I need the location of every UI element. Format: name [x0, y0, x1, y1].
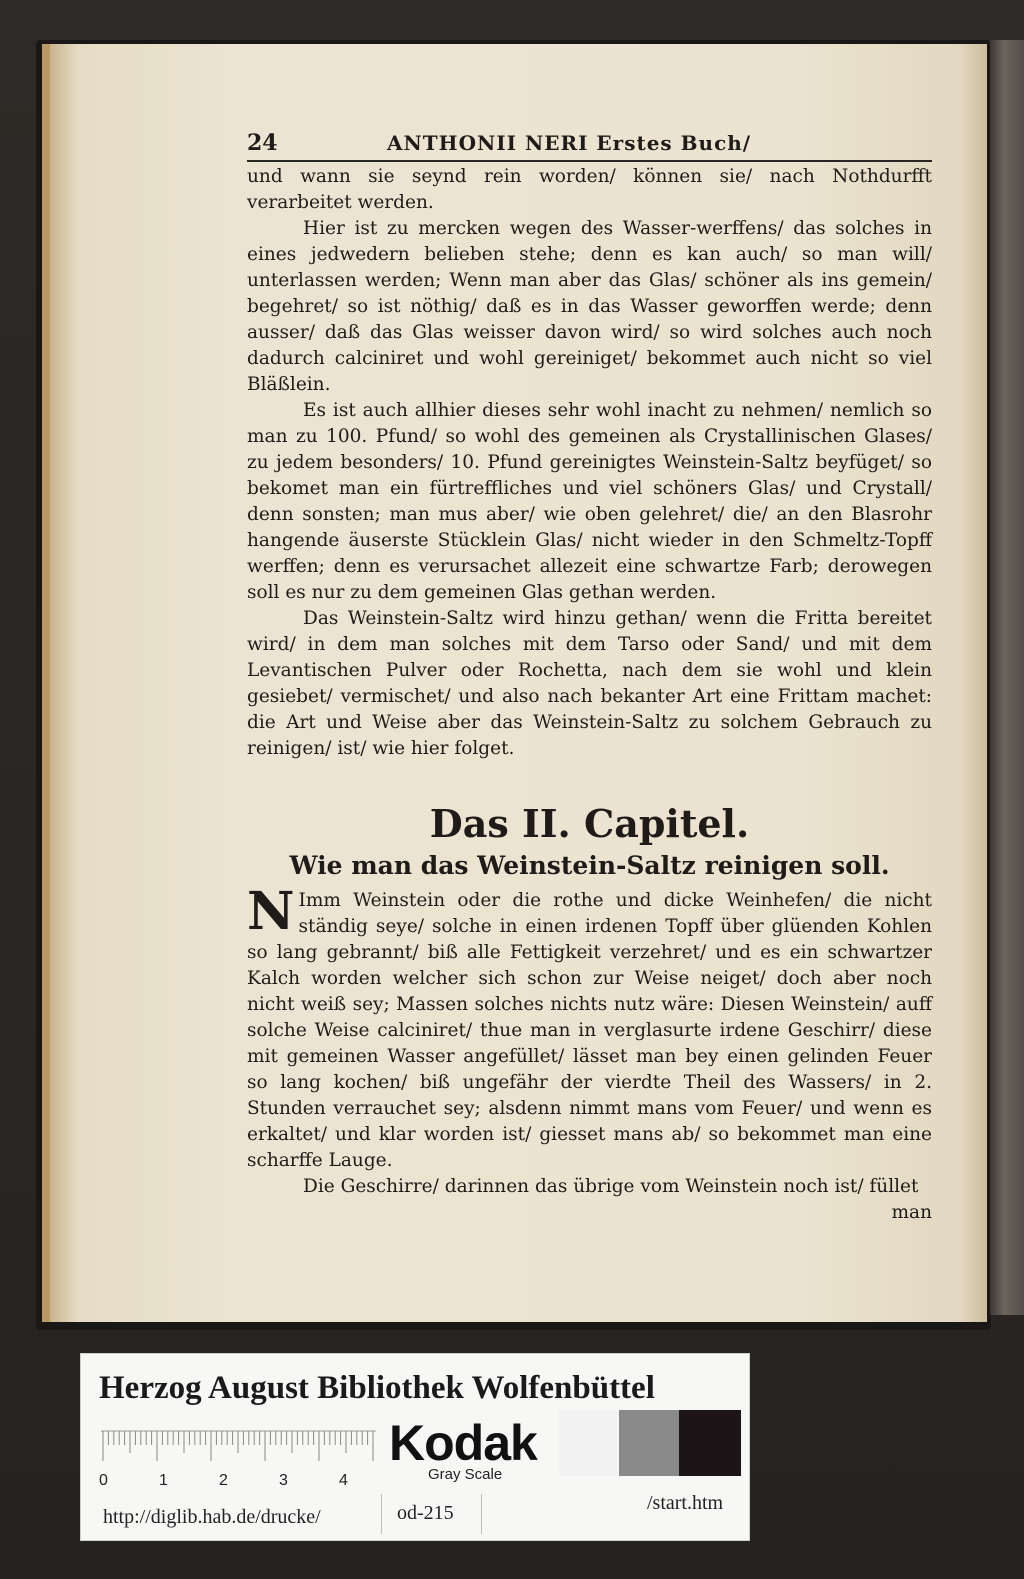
chapter-paragraph-text: Imm Weinstein oder die rothe und dicke Weinhefen/ die nicht ständig seye/ solche in einen irdenen Topff über glüenden Kohlen so lang gebrannt/ biß alle Fettigkeit verzehret/ und es ein schwartzer Kalch worden welcher sich schon zur Weise neiget/ doch aber noch nicht weiß sey; Massen solches nichts nutz wäre: Diesen Weinstein/ auff solche Weise calciniret/ thue man in verglasurte irdene Geschirr/ diese mit gemeinen Wasser angefüllet/ lässet man bey einen gelinden Feuer so lang kochen/ biß ungefähr der vierdte Theil des Wassers/ in 2. Stunden verrauchet sey; alsdenn nimmt mans vom Feuer/ und wenn es erkaltet/ und klar worden ist/ giesset mans ab/ so bekommet man eine scharffe Lauge. [247, 890, 932, 1171]
kodak-logo: Kodak [389, 1415, 537, 1471]
gray-scale-swatches [559, 1410, 741, 1476]
chapter-title: Das II. Capitel. [429, 801, 750, 846]
catchword: man [891, 1202, 932, 1223]
paragraph: Hier ist zu mercken wegen des Wasser-werffens/ das solches in eines jedwedern belieben stehe; denn es kan auch/ so man will/ unterlassen werden; Wenn man aber das Glas/ schöner als ins gemein/ begehret/ so ist nöthig/ daß es in das Wasser geworffen werde; denn ausser/ daß das Glas weisser davon wird/ so wird solches auch noch dadurch calciniret und wohl gereiniget/ bekommet auch nicht so viel Bläßlein. [247, 218, 932, 395]
url-part-2: od-215 [397, 1502, 454, 1524]
chapter-subtitle: Wie man das Weinstein-Saltz reinigen soll. [289, 851, 890, 880]
running-head-title: ANTHONII NERI Erstes Buch/ [387, 131, 752, 155]
library-name: Herzog August Bibliothek Wolfenbüttel [99, 1370, 655, 1406]
ruler-number: 2 [219, 1472, 228, 1489]
next-page-edge [990, 40, 1024, 1315]
paragraph: Es ist auch allhier dieses sehr wohl inacht zu nehmen/ nemlich so man zu 100. Pfund/ so wohl des gemeinen als Crystallinischen Glases/ zu jedem besonders/ 10. Pfund gereinigtes Weinstein-Saltz beyfüget/ so bekomet man ein fürtreffliches und viel schöners Glas/ und Crystall/ denn sonsten; man mus aber/ wie oben gelehret/ die/ an den Blasrohr hangende äuserste Stücklein Glas/ nicht wieder in den Schmeltz-Topff werffen; denn es verursachet allezeit eine schwartze Farb; derowegen soll es nur zu dem gemeinen Glas gethan werden. [247, 400, 932, 603]
paragraph: und wann sie seynd rein worden/ können sie/ nach Nothdurfft verarbeitet werden. [247, 166, 932, 213]
gray-swatch-dark [679, 1410, 741, 1476]
ruler-number: 4 [339, 1472, 348, 1489]
chapter-paragraph [247, 881, 932, 1174]
dropcap-initial: N [247, 881, 295, 942]
ruler-number: 0 [99, 1472, 108, 1489]
page-number: 24 [247, 130, 278, 156]
ruler-number: 3 [279, 1472, 288, 1489]
gray-scale-label: Gray Scale [428, 1466, 503, 1483]
paragraph: Die Geschirre/ darinnen das übrige vom Weinstein noch ist/ füllet [303, 1176, 919, 1197]
url-part-1: http://diglib.hab.de/drucke/ [103, 1506, 321, 1528]
divider [381, 1494, 382, 1534]
page-text-block [247, 126, 932, 1226]
paragraph: Das Weinstein-Saltz wird hinzu gethan/ wenn die Fritta bereitet wird/ in dem man solches mit dem Tarso oder Sand/ und mit dem Levantischen Pulver oder Rochetta, nach dem sie wohl und klein gesiebet/ vermischet/ und also nach bekanter Art eine Frittam machet: die Art und Weise aber das Weinstein-Saltz zu solchem Gebrauch zu reinigen/ ist/ wie hier folget. [247, 608, 932, 759]
divider [481, 1494, 482, 1534]
running-head [247, 126, 932, 162]
gray-swatch-light [559, 1410, 617, 1476]
url-part-3: /start.htm [647, 1492, 724, 1514]
color-target-card [80, 1353, 750, 1541]
gray-swatch-mid [619, 1410, 679, 1476]
ruler-number: 1 [159, 1472, 168, 1489]
ruler-scale [101, 1427, 376, 1463]
